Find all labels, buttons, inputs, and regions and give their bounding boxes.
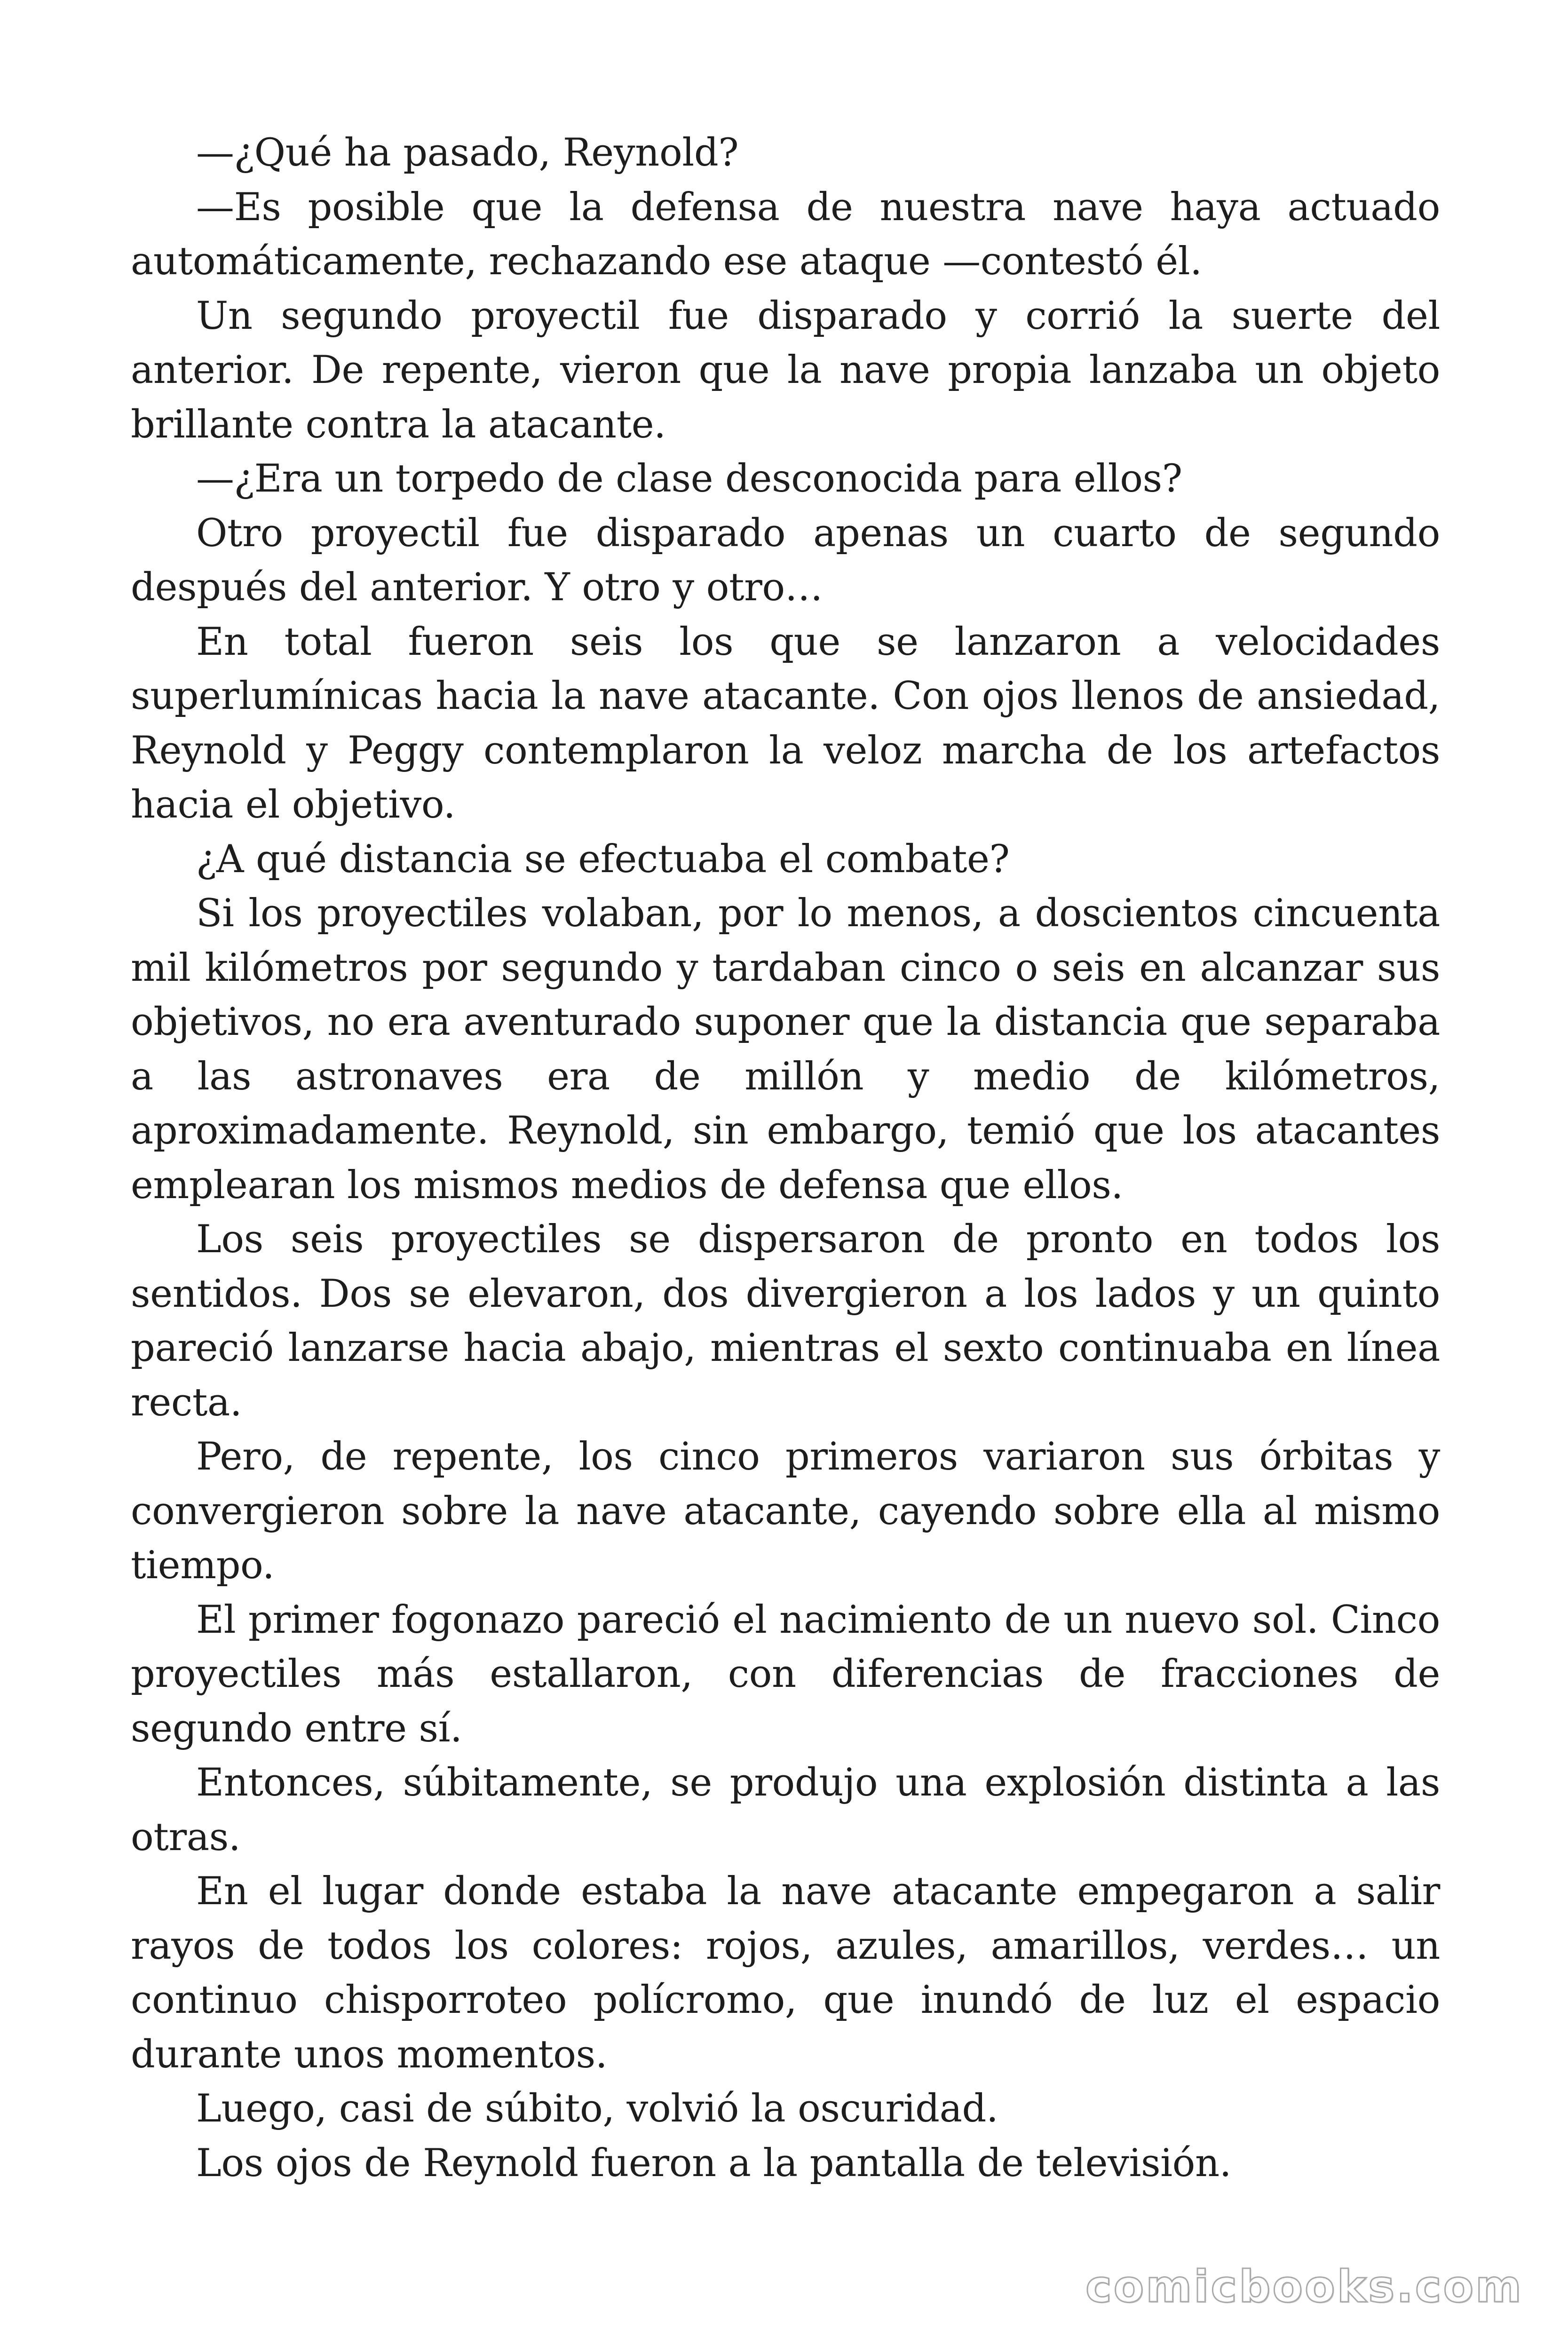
paragraph: Los ojos de Reynold fueron a la pantalla de televisión. [196, 2141, 1232, 2185]
watermark: comicbooks.com [1085, 2261, 1523, 2312]
paragraph: El primer fogonazo pareció el nacimiento de un nuevo sol. Cinco proyectiles más estallaron, con diferencias de fracciones de segundo entre sí. [131, 1597, 1440, 1751]
paragraph: Pero, de repente, los cinco primeros variaron sus órbitas y convergieron sobre la nave atacante, cayendo sobre ella al mismo tiempo. [131, 1435, 1440, 1588]
paragraph: —Es posible que la defensa de nuestra nave haya actuado automáticamente, rechazando ese ataque —contestó él. [131, 185, 1440, 284]
paragraph: Entonces, súbitamente, se produjo una explosión distinta a las otras. [131, 1761, 1440, 1859]
paragraph: —¿Qué ha pasado, Reynold? [196, 131, 739, 175]
paragraph: Otro proyectil fue disparado apenas un cuarto de segundo después del anterior. Y otro y otro… [131, 511, 1440, 610]
page-body [131, 126, 1440, 2191]
paragraph: En total fueron seis los que se lanzaron a velocidades superlumínicas hacia la nave atacante. Con ojos llenos de ansiedad, Reynold y Peggy contemplaron la veloz marcha de los artefactos hacia el objetivo. [131, 620, 1440, 827]
paragraph: ¿A qué distancia se efectuaba el combate? [196, 837, 1010, 882]
paragraph: —¿Era un torpedo de clase desconocida para ellos? [196, 457, 1182, 501]
paragraph: Si los proyectiles volaban, por lo menos, a doscientos cincuenta mil kilómetros por segundo y tardaban cinco o seis en alcanzar sus objetivos, no era aventurado suponer que la distancia que separaba a las astronaves era de millón y medio de kilómetros, aproximadamente. Reynold, sin embargo, temió que los atacantes emplearan los mismos medios de defensa que ellos. [131, 891, 1440, 1208]
paragraph: Un segundo proyectil fue disparado y corrió la suerte del anterior. De repente, vieron que la nave propia lanzaba un objeto brillante contra la atacante. [131, 294, 1440, 447]
paragraph: En el lugar donde estaba la nave atacante empegaron a salir rayos de todos los colores: rojos, azules, amarillos, verdes… un continuo chisporroteo polícromo, que inundó de luz el espacio durante unos momentos. [131, 1869, 1440, 2077]
paragraph: Luego, casi de súbito, volvió la oscuridad. [196, 2087, 998, 2131]
paragraph: Los seis proyectiles se dispersaron de pronto en todos los sentidos. Dos se elevaron, dos divergieron a los lados y un quinto pareció lanzarse hacia abajo, mientras el sexto continuaba en línea recta. [131, 1217, 1440, 1425]
